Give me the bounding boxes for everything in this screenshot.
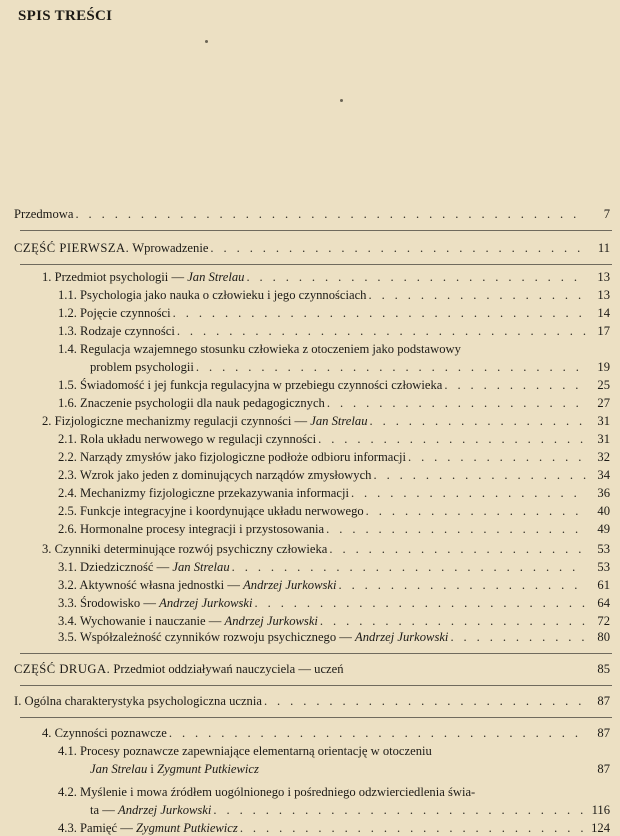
toc-entry-author: Andrzej Jurkowski <box>355 630 449 644</box>
section-number: 1.1. <box>58 288 77 302</box>
section-number: 2.4. <box>58 486 77 500</box>
toc-section-3-2[interactable] <box>58 577 610 593</box>
toc-entry-page: 53 <box>597 542 610 556</box>
leader-dots <box>318 431 586 447</box>
chapter-number: 3. <box>42 542 52 556</box>
toc-entry-title: Rodzaje czynności <box>80 324 175 338</box>
section-number: 1.3. <box>58 324 77 338</box>
toc-section-2-5[interactable] <box>58 503 610 519</box>
section-number: 3.5. <box>58 630 77 644</box>
section-number: 1.4. <box>58 342 77 356</box>
toc-entry-page: 31 <box>597 432 610 446</box>
toc-section-2-1[interactable] <box>58 431 610 447</box>
leader-dots <box>338 577 586 593</box>
section-number: 2.2. <box>58 450 77 464</box>
toc-section-1-6[interactable] <box>58 395 610 411</box>
toc-entry-author: Jan Strelau <box>172 560 230 574</box>
toc-entry-author: Andrzej Jurkowski <box>224 614 318 628</box>
toc-section-3-3[interactable] <box>58 595 610 611</box>
leader-dots <box>450 629 586 645</box>
toc-entry-title: Myślenie i mowa źródłem uogólnionego i pośredniego odzwierciedlenia świa- <box>80 785 476 799</box>
section-number: 4.1. <box>58 744 77 758</box>
divider <box>20 653 612 654</box>
leader-dots <box>264 693 586 709</box>
toc-entry-page: 27 <box>597 396 610 410</box>
section-number: 3.1. <box>58 560 77 574</box>
leader-dots <box>351 485 586 501</box>
leader-dots <box>246 269 586 285</box>
part-title: Przedmiot oddziaływań nauczyciela — uczeń <box>113 662 344 676</box>
leader-dots <box>326 521 586 537</box>
toc-section-3-5[interactable] <box>58 629 610 645</box>
toc-entry-title: Świadomość i jej funkcja regulacyjna w przebiegu czynności człowieka <box>80 378 443 392</box>
toc-entry-page: 72 <box>597 614 610 628</box>
toc-entry-page: 14 <box>597 306 610 320</box>
paper-speck <box>340 99 343 102</box>
toc-entry-title: Procesy poznawcze zapewniające elementarną orientację w otoczeniu <box>80 744 432 758</box>
leader-dots <box>196 359 586 375</box>
toc-section-1-4[interactable] <box>90 359 610 375</box>
divider <box>20 685 612 686</box>
leader-dots <box>177 323 586 339</box>
toc-section-2-4[interactable] <box>58 485 610 501</box>
toc-entry-title: Wychowanie i nauczanie — <box>79 614 222 628</box>
toc-entry-page: 17 <box>597 324 610 338</box>
toc-part-two[interactable] <box>14 661 610 677</box>
toc-entry-page: 13 <box>597 288 610 302</box>
toc-section-1-2[interactable] <box>58 305 610 321</box>
toc-entry-title: Znaczenie psychologii dla nauk pedagogicznych <box>80 396 325 410</box>
toc-entry-author: Jan Strelau <box>187 270 245 284</box>
toc-entry-author: Jan Strelau <box>90 762 148 776</box>
toc-section-1-3[interactable] <box>58 323 610 339</box>
toc-section-4-2[interactable] <box>90 802 610 818</box>
chapter-number: 1. <box>42 270 52 284</box>
section-number: 1.2. <box>58 306 77 320</box>
leader-dots <box>75 206 586 222</box>
toc-section-4-2-line1[interactable] <box>58 784 475 800</box>
toc-entry-title: Czynności poznawcze <box>54 726 167 740</box>
toc-entry-page: 61 <box>597 578 610 592</box>
toc-entry-title: Psychologia jako nauka o człowieku i jego czynnościach <box>80 288 367 302</box>
leader-dots <box>373 467 586 483</box>
section-number: 1.5. <box>58 378 77 392</box>
toc-entry-title: Przedmiot psychologii — <box>54 270 185 284</box>
toc-entry-page: 40 <box>597 504 610 518</box>
leader-dots <box>173 305 586 321</box>
toc-entry-author: Jan Strelau <box>310 414 368 428</box>
leader-dots <box>320 613 586 629</box>
divider <box>20 717 612 718</box>
leader-dots <box>232 559 586 575</box>
section-number: 1.6. <box>58 396 77 410</box>
toc-entry-author: Zygmunt Putkiewicz <box>157 762 259 776</box>
toc-entry-title: Pojęcie czynności <box>80 306 171 320</box>
toc-entry-page: 36 <box>597 486 610 500</box>
toc-entry-title: Aktywność własna jednostki — <box>79 578 240 592</box>
toc-entry-title: Hormonalne procesy integracji i przystosowania <box>80 522 325 536</box>
toc-entry-page: 124 <box>591 821 610 835</box>
toc-section-4-3[interactable] <box>58 820 610 836</box>
toc-entry-author: Zygmunt Putkiewicz <box>136 821 238 835</box>
toc-entry-page: 64 <box>597 596 610 610</box>
toc-entry-title: Mechanizmy fizjologiczne przekazywania informacji <box>80 486 349 500</box>
section-number: 3.4. <box>58 614 77 628</box>
toc-section-4-1-line1[interactable] <box>58 743 432 759</box>
toc-section-1-1[interactable] <box>58 287 610 303</box>
toc-entry-title: Czynniki determinujące rozwój psychiczny człowieka <box>54 542 328 556</box>
toc-entry-page: 31 <box>597 414 610 428</box>
toc-entry-title: Współzależność czynników rozwoju psychicznego — <box>79 630 352 644</box>
toc-entry-title: Narządy zmysłów jako fizjologiczne podłoże odbioru informacji <box>80 450 406 464</box>
leader-dots <box>327 395 586 411</box>
section-number: 2.1. <box>58 432 77 446</box>
toc-chapter-3[interactable] <box>42 541 610 557</box>
toc-entry-title-cont: problem psychologii <box>90 360 194 374</box>
toc-entry-title: Wzrok jako jeden z dominujących narządów zmysłowych <box>79 468 372 482</box>
leader-dots <box>366 503 586 519</box>
author-conjunction: i <box>150 762 154 776</box>
toc-chapter-1[interactable] <box>42 269 610 285</box>
leader-dots <box>210 240 586 256</box>
toc-entry-page: 7 <box>603 207 610 221</box>
section-number: 2.5. <box>58 504 77 518</box>
toc-section-3-4[interactable] <box>58 613 610 629</box>
section-number: 3.3. <box>58 596 77 610</box>
toc-section-2-3[interactable] <box>58 467 610 483</box>
leader-dots <box>213 802 586 818</box>
toc-entry-page: 19 <box>597 360 610 374</box>
toc-entry-page: 34 <box>597 468 610 482</box>
toc-section-2-2[interactable] <box>58 449 610 465</box>
toc-chapter-4[interactable] <box>42 725 610 741</box>
toc-section-1-5[interactable] <box>58 377 610 393</box>
toc-entry-title: Funkcje integracyjne i koordynujące układu nerwowego <box>80 504 364 518</box>
leader-dots <box>240 820 586 836</box>
toc-entry-title: Pamięć — <box>80 821 133 835</box>
paper-speck <box>205 40 208 43</box>
toc-entry-title: Przedmowa <box>14 207 74 221</box>
leader-dots <box>255 595 586 611</box>
toc-entry-page: 49 <box>597 522 610 536</box>
toc-entry-page: 53 <box>597 560 610 574</box>
toc-entry-title: Fizjologiczne mechanizmy regulacji czynności — <box>54 414 308 428</box>
toc-entry-page: 87 <box>597 694 610 708</box>
leader-dots <box>368 287 586 303</box>
leader-dots <box>370 413 587 429</box>
division-number: I. <box>14 694 22 708</box>
toc-entry-preface[interactable] <box>14 206 610 222</box>
part-label: CZĘŚĆ DRUGA. <box>14 662 111 676</box>
toc-section-4-1[interactable] <box>90 761 610 777</box>
toc-entry-title: Środowisko — <box>80 596 156 610</box>
page-title: SPIS TREŚCI <box>18 8 113 24</box>
part-title: Wprowadzenie <box>132 241 209 255</box>
divider <box>20 264 612 265</box>
chapter-number: 2. <box>42 414 52 428</box>
toc-division-1[interactable] <box>14 693 610 709</box>
part-label: CZĘŚĆ PIERWSZA. <box>14 241 130 255</box>
toc-section-1-4-line1[interactable] <box>58 341 461 357</box>
toc-entry-author: Andrzej Jurkowski <box>118 803 212 817</box>
toc-entry-author: Andrzej Jurkowski <box>243 578 337 592</box>
toc-chapter-2[interactable] <box>42 413 610 429</box>
toc-entry-page: 116 <box>591 803 610 817</box>
toc-entry-page: 32 <box>597 450 610 464</box>
section-number: 4.2. <box>58 785 77 799</box>
toc-entry-title: Rola układu nerwowego w regulacji czynności <box>80 432 317 446</box>
toc-part-one[interactable] <box>14 240 610 256</box>
divider <box>20 230 612 231</box>
toc-entry-title: Dziedziczność — <box>80 560 170 574</box>
toc-entry-page: 25 <box>597 378 610 392</box>
toc-entry-page: 80 <box>597 630 610 644</box>
toc-entry-title-cont: ta — <box>90 803 115 817</box>
toc-section-2-6[interactable] <box>58 521 610 537</box>
toc-entry-title: Regulacja wzajemnego stosunku człowieka z otoczeniem jako podstawowy <box>80 342 461 356</box>
section-number: 2.6. <box>58 522 77 536</box>
toc-entry-page: 87 <box>597 762 610 776</box>
toc-entry-title: Ogólna charakterystyka psychologiczna ucznia <box>24 694 262 708</box>
toc-entry-author: Andrzej Jurkowski <box>159 596 253 610</box>
toc-section-3-1[interactable] <box>58 559 610 575</box>
toc-entry-page: 85 <box>597 662 610 676</box>
leader-dots <box>329 541 586 557</box>
toc-entry-page: 11 <box>597 241 610 255</box>
toc-entry-page: 87 <box>597 726 610 740</box>
section-number: 4.3. <box>58 821 77 835</box>
section-number: 2.3. <box>58 468 77 482</box>
leader-dots <box>444 377 586 393</box>
section-number: 3.2. <box>58 578 77 592</box>
leader-dots <box>169 725 586 741</box>
leader-dots <box>408 449 586 465</box>
toc-entry-page: 13 <box>597 270 610 284</box>
chapter-number: 4. <box>42 726 52 740</box>
